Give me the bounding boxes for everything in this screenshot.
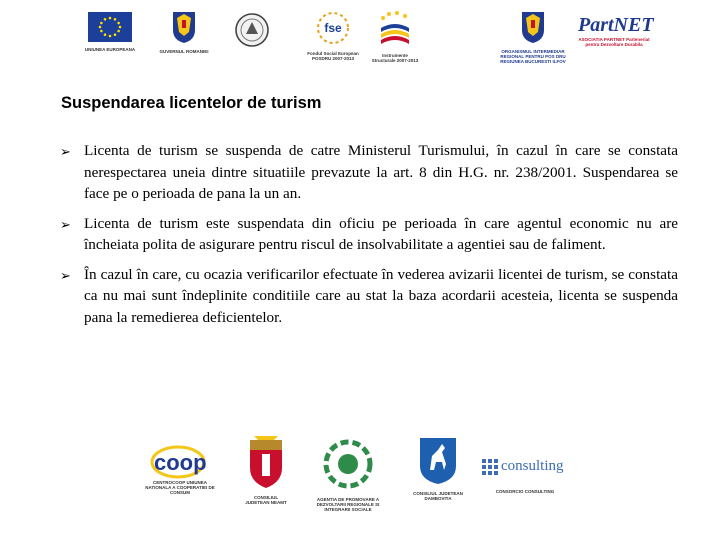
centrocoop-logo bbox=[140, 442, 220, 495]
svg-text:fse: fse bbox=[324, 21, 342, 35]
fse-star-icon bbox=[314, 10, 352, 46]
arrow-bullet-icon: ➢ bbox=[60, 268, 71, 284]
seal-logo bbox=[234, 12, 270, 53]
arrow-bullet-icon: ➢ bbox=[60, 217, 71, 233]
neamt-council-logo bbox=[244, 434, 288, 505]
promotion-agency-caption: AGENTIA DE PROMOVARE A DEZVOLTARII REGIONALE SI INTEGRARII SOCIALE bbox=[316, 497, 380, 512]
dambovita-caption: CONSILIUL JUDETEAN DAMBOVITA bbox=[413, 491, 463, 501]
consulting-grid-icon bbox=[482, 459, 498, 475]
list-item bbox=[60, 213, 678, 256]
fse-caption: Fondul Social European POSDRU 2007-2013 bbox=[307, 51, 359, 61]
government-caption: GUVERNUL ROMANIEI bbox=[159, 49, 209, 54]
seal-icon bbox=[234, 12, 270, 48]
dambovita-council-logo bbox=[410, 434, 466, 501]
partnet-wordmark: PartNET bbox=[578, 14, 654, 36]
top-logo-strip bbox=[78, 6, 653, 78]
intermediate-body-caption: ORGANISMUL INTERMEDIAR REGIONAL PENTRU POS DRU REGIUNEA BUCURESTI ILFOV bbox=[500, 49, 566, 64]
romania-crest-icon bbox=[520, 10, 546, 44]
intermediate-body-logo bbox=[498, 10, 568, 64]
eu-flag-icon bbox=[88, 12, 132, 42]
partnet-caption: ASOCIATIA PARTNET Parteneriat pentru Dezvoltare Durabila bbox=[578, 37, 650, 47]
coop-wordmark: coop bbox=[140, 442, 220, 480]
arrow-bullet-icon: ➢ bbox=[60, 145, 71, 160]
structural-instruments-icon bbox=[375, 10, 415, 48]
promotion-agency-logo bbox=[312, 436, 384, 512]
people-circle-icon bbox=[318, 436, 378, 492]
centrocoop-caption: CENTROCOOP UNIUNEA NATIONALA A COOPERATIEI DE CONSUM bbox=[145, 480, 215, 495]
list-item bbox=[60, 264, 678, 329]
structural-instruments-logo bbox=[370, 10, 420, 63]
bullet-text: Licenta de turism se suspenda de catre Ministerul Turismului, în cazul în care se constata nerespectarea uneia dintre situatiile prevazute la art. 8 din H.G. nr. 238/2001. Suspendarea se face pe o perioada de pana la un an. bbox=[84, 142, 678, 202]
bottom-logo-strip bbox=[140, 432, 580, 522]
eu-caption: UNIUNEA EUROPEANA bbox=[84, 47, 136, 52]
bullet-text: În cazul în care, cu ocazia verificarilor efectuate în vederea avizarii licentei de turism, se constata ca nu mai sunt îndeplinite conditiile care au stat la baza acordarii acesteia, licenta se suspenda pana la remedierea deficientelor. bbox=[84, 265, 678, 326]
fse-logo bbox=[304, 10, 362, 61]
partnet-logo bbox=[578, 14, 654, 47]
neamt-crest-icon bbox=[248, 434, 284, 490]
bullet-text: Licenta de turism este suspendata din oficiu pe perioada în care agentul economic nu are încheiata polita de asigurare pentru riscul de insolvabilitate a agentiei sau de faliment. bbox=[84, 214, 678, 253]
consulting-wordmark: consulting bbox=[482, 458, 568, 475]
government-logo bbox=[158, 10, 210, 54]
consulting-caption: CONSORCIO CONSULTING bbox=[495, 489, 555, 494]
bullet-list bbox=[60, 140, 678, 336]
neamt-caption: CONSILIUL JUDETEAN NEAMT bbox=[245, 495, 287, 505]
structural-instruments-caption: Instrumente Structurale 2007-2013 bbox=[371, 53, 419, 63]
consulting-logo bbox=[482, 458, 568, 494]
eu-logo bbox=[82, 12, 138, 52]
list-item bbox=[60, 140, 678, 205]
page-title: Suspendarea licentelor de turism bbox=[61, 94, 322, 112]
dambovita-crest-icon bbox=[418, 434, 458, 486]
romania-crest-icon bbox=[171, 10, 197, 44]
